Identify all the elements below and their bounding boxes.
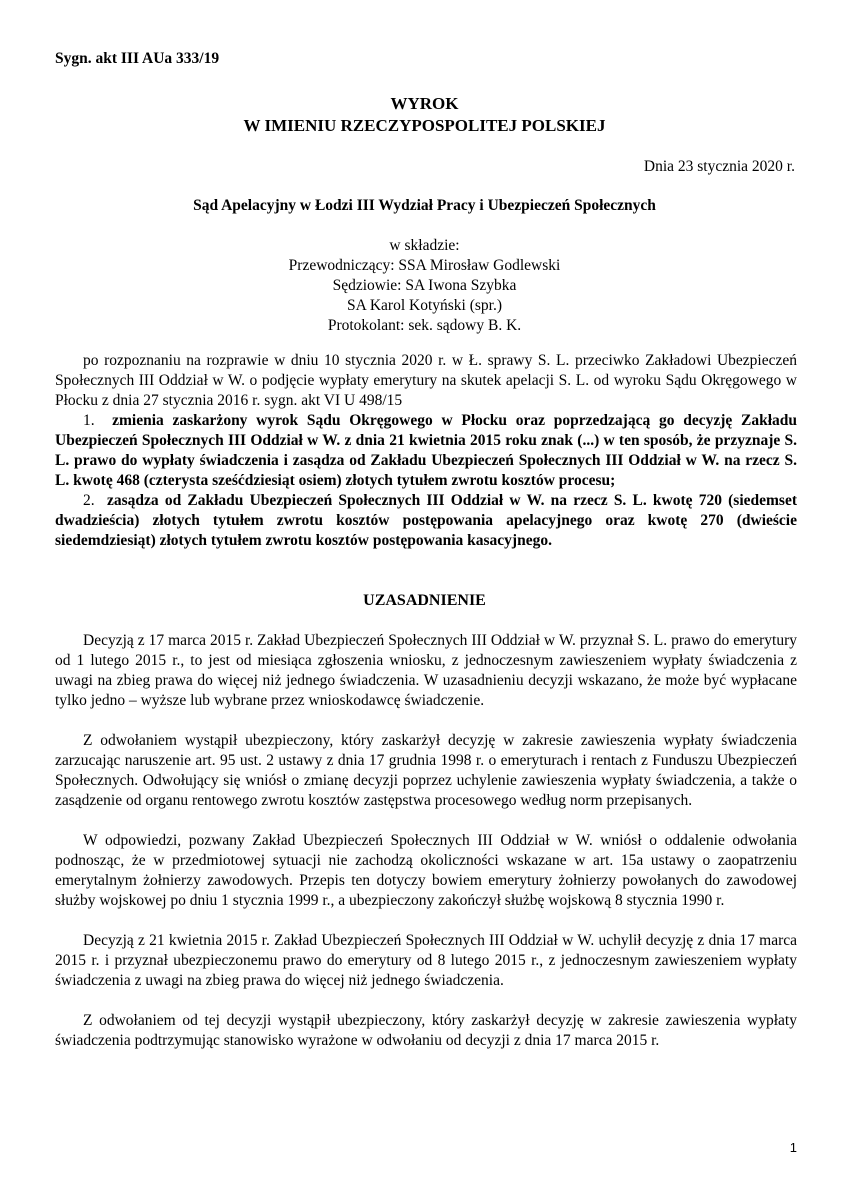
judgment-subtitle: W IMIENIU RZECZYPOSPOLITEJ POLSKIEJ <box>243 116 606 135</box>
intro-paragraph: po rozpoznaniu na rozprawie w dniu 10 stycznia 2020 r. w Ł. sprawy S. L. przeciwko Zakładowi Ubezpieczeń Społecznych III Oddział w W. o podjęcie wypłaty emerytury na skutek apelacji S. L. od wyroku Sądu Okręgowego w Płocku z dnia 27 stycznia 2016 r. sygn. akt VI U 498/15 <box>55 352 797 409</box>
point-text: zasądza od Zakładu Ubezpieczeń Społecznych III Oddział w W. na rzecz S. L. kwotę 720 (siedemset dwadzieścia) złotych tytułem zwrotu kosztów postępowania apelacyjnego oraz kwotę 270 (dwieście siedemdziesiąt) złotych tytułem zwrotu kosztów postępowania kasacyjnego. <box>55 492 797 549</box>
case-number: Sygn. akt III AUa 333/19 <box>55 50 220 67</box>
judgment-date: Dnia 23 stycznia 2020 r. <box>643 158 795 175</box>
page-number: 1 <box>789 1140 797 1155</box>
sentence-point-1 <box>55 411 797 491</box>
justification-section <box>55 631 797 1071</box>
justification-paragraph: Z odwołaniem wystąpił ubezpieczony, który zaskarżył decyzję w zakresie zawieszenia wypłaty świadczenia zarzucając naruszenie art. 95 ust. 2 ustawy z dnia 17 grudnia 1998 r. o emeryturach i rentach z Funduszu Ubezpieczeń Społecznych. Odwołujący się wniósł o zmianę decyzji poprzez uchylenie zawieszenia wypłaty świadczenia, a także o zasądzenie od organu rentowego zwrotu kosztów zastępstwa procesowego według norm przepisanych. <box>55 732 797 809</box>
justification-paragraph: Z odwołaniem od tej decyzji wystąpił ubezpieczony, który zaskarżył decyzję w zakresie zawieszenia wypłaty świadczenia podtrzymując stanowisko wyrażone w odwołaniu od decyzji z dnia 17 marca 2015 r. <box>55 1012 797 1049</box>
judgment-title: WYROK <box>390 94 459 113</box>
reporting-judge: SA Karol Kotyński (spr.) <box>347 297 502 314</box>
sentence-section <box>55 351 797 551</box>
court-composition <box>0 236 849 336</box>
justification-paragraph: Decyzją z 21 kwietnia 2015 r. Zakład Ubezpieczeń Społecznych III Oddział w W. uchylił decyzję z dnia 17 marca 2015 r. i przyznał ubezpieczonemu prawo do emerytury od 8 lutego 2015 r., z jednoczesnym zawieszeniem wypłaty świadczenia z uwagi na zbieg prawa do więcej niż jednego świadczenia. <box>55 932 797 989</box>
justification-paragraph: W odpowiedzi, pozwany Zakład Ubezpieczeń Społecznych III Oddział w W. wniósł o oddalenie odwołania podnosząc, że w przedmiotowej sytuacji nie zachodzą okoliczności wskazane w art. 15a ustawy o zaopatrzeniu emerytalnym żołnierzy zawodowych. Przepis ten dotyczy bowiem emerytury żołnierzy powołanych do zawodowej służby wojskowej po dniu 1 stycznia 1999 r., a ubezpieczony zakończył służbę wojskową 8 stycznia 1990 r. <box>55 832 797 909</box>
justification-heading: UZASADNIENIE <box>363 592 486 609</box>
court-name: Sąd Apelacyjny w Łodzi III Wydział Pracy i Ubezpieczeń Społecznych <box>193 197 656 214</box>
presiding-judge: Przewodniczący: SSA Mirosław Godlewski <box>288 257 561 274</box>
composition-intro: w składzie: <box>389 237 460 254</box>
judges: Sędziowie: SA Iwona Szybka <box>332 277 517 294</box>
point-number: 2. <box>83 492 95 509</box>
sentence-point-2 <box>55 491 797 551</box>
justification-paragraph: Decyzją z 17 marca 2015 r. Zakład Ubezpieczeń Społecznych III Oddział w W. przyznał S. L. prawo do emerytury od 1 lutego 2015 r., to jest od miesiąca zgłoszenia wniosku, z jednoczesnym zawieszeniem wypłaty świadczenia z uwagi na zbieg prawa do więcej niż jednego świadczenia. W uzasadnieniu decyzji wskazano, że może być wypłacane tylko jedno – wyższe lub wybrane przez wnioskodawcę świadczenie. <box>55 632 797 709</box>
point-number: 1. <box>83 412 95 429</box>
court-clerk: Protokolant: sek. sądowy B. K. <box>327 317 522 334</box>
point-text: zmienia zaskarżony wyrok Sądu Okręgowego w Płocku oraz poprzedzającą go decyzję Zakładu Ubezpieczeń Społecznych III Oddział w W. z dnia 21 kwietnia 2015 roku znak (...) w ten sposób, że przyznaje S. L. prawo do wypłaty świadczenia i zasądza od Zakładu Ubezpieczeń Społecznych III Oddział w W. na rzecz S. L. kwotę 468 (czterysta sześćdziesiąt osiem) złotych tytułem zwrotu kosztów procesu; <box>55 412 797 489</box>
